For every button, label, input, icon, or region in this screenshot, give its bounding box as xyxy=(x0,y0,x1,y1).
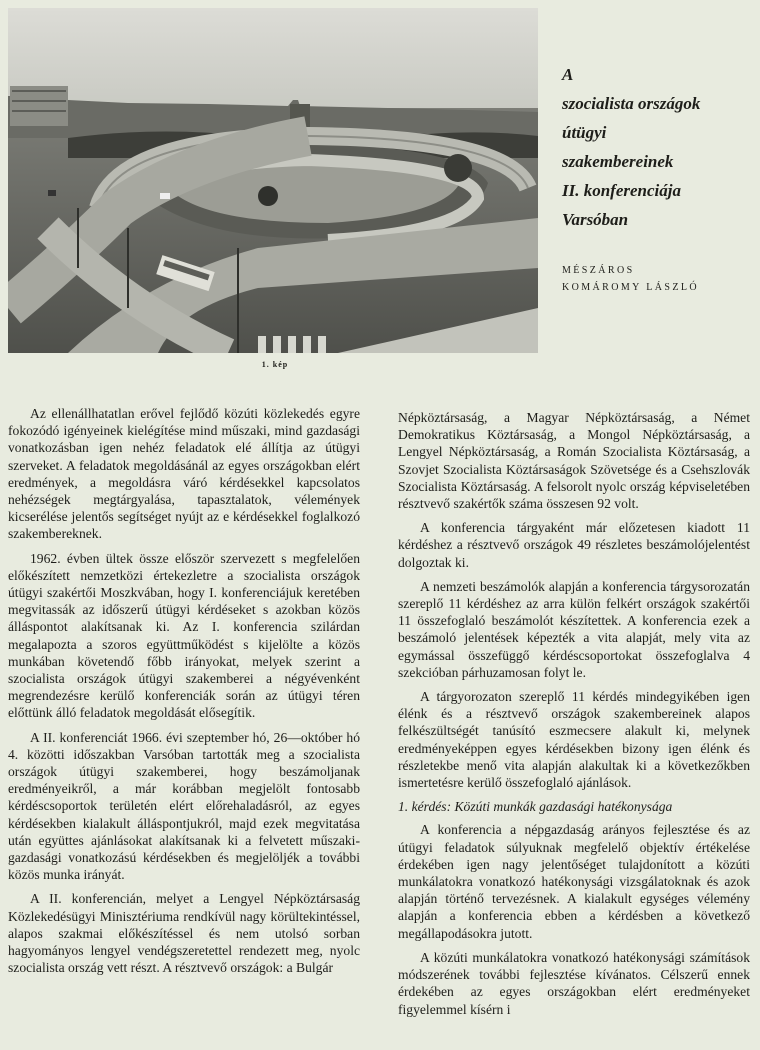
paragraph: A konferencia tárgyaként már előzetesen kiadott 11 kérdéshez a résztvevő országok 49 részletes beszámolójelentést dolgoztak ki. xyxy=(398,520,750,570)
text-column-right xyxy=(398,409,750,1025)
paragraph: A tárgyorozaton szereplő 11 kérdés mindegyikében igen élénk és a résztvevő országok szakembereinek alapos felkészültségét tanúsító eszmecsere alakult ki, melynek eredményeképpen egyes kérdésekben bizony igen élénk és részletekbe menő vita alapján alakultak ki a következőkben ismertetésre kerülő összefoglaló ajánlások. xyxy=(398,689,750,791)
title-line: Varsóban xyxy=(562,210,629,229)
title-line: útügyi xyxy=(562,123,607,142)
title-line: A xyxy=(562,65,574,84)
title-line: szakembereinek xyxy=(562,152,674,171)
photo-caption: 1. kép xyxy=(261,360,289,369)
authors xyxy=(562,262,752,296)
text-column-left xyxy=(8,405,360,984)
article-title xyxy=(562,60,752,234)
title-line: szocialista országok xyxy=(562,94,701,113)
paragraph: 1962. évben ültek össze először szervezett s megfelelően előkészített nemzetközi értekezletre a szocialista országok útügyi szakértői Moszkvában, hogy I. konferenciájuk keretében megvitassák az időszerű útügyi kérdéseket s azokban közös álláspontot alakítsanak ki. Az I. konferencia szilárdan megalapozta a szoros együttműködést s kijelölte a közös munkában követendő főbb irányokat, melyek szerint a szocialista országok útügyi szakemberei a négyévenként megrendezésre kerülő konferenciák során az útügyi téren előttünk álló feladatok megoldását elősegítik. xyxy=(8,550,360,721)
author-name: MÉSZÁROS xyxy=(562,265,635,276)
aerial-highway-interchange-photo xyxy=(8,8,538,353)
paragraph: A II. konferenciát 1966. évi szeptember hó, 26—október hó 4. közötti időszakban Varsóban tartották meg a szocialista országok útügyi szakemberei, hogy beszámoljanak eredményeikről, a már korábban megjelölt fontosabb kérdéscsoportok területén elért előrehaladásról, az egyes kérdésekben kialakult álláspontjukról, majd ezek megvitatása után együttes ajánlásokat alakítsanak ki a felvetett műszaki-gazdasági vonatkozású kérdésekben és megjelöljék a további közös munka irányát. xyxy=(8,729,360,883)
paragraph: A közúti munkálatokra vonatkozó hatékonysági számítások módszerének további fejlesztése kívánatos. Célszerű ennek érdekében az egyes országokban elért eredményeket figyelemmel kísérn i xyxy=(398,949,750,1017)
title-line: II. konferenciája xyxy=(562,181,681,200)
paragraph: A konferencia a népgazdaság arányos fejlesztése és az útügyi feladatok súlyuknak megfelelő objektív értékelése érdekében igen nagy jelentőséget tulajdonított a közúti munkálatokra vonatkozó hatékonysági vizsgálatoknak és azok alapján történő tervezésnek. A kialakult egységes vélemény alapján a konferencia ebben a kérdésben a következő megállapodásokra jutott. xyxy=(398,822,750,941)
author-name: KOMÁROMY LÁSZLÓ xyxy=(562,282,700,293)
paragraph: A II. konferencián, melyet a Lengyel Népköztársaság Közlekedésügyi Minisztériuma rendkívül nagy körültekintéssel, alapos szakmai előkészítéssel és nem utolsó sorban hagyományos lengyel vendégszeretettel rendezett meg, nyolc szocialista ország vett részt. A résztvevő országok: a Bulgár xyxy=(8,891,360,976)
paragraph: A nemzeti beszámolók alapján a konferencia tárgysorozatán szereplő 11 kérdéshez az arra külön felkért országok szakértői 11 összefoglaló beszámolót készítettek. A konferencia ezek a beszámoló jelentések képezték a vita alapját, mely vita az egymással összefüggő kérdéscsoportokat összefoglalva 4 szekcióban párhuzamosan folyt le. xyxy=(398,578,750,680)
section-heading: 1. kérdés: Közúti munkák gazdasági hatékonysága xyxy=(398,799,673,815)
paragraph-continuation: Népköztársaság, a Magyar Népköztársaság, a Német Demokratikus Köztársaság, a Mongol Népköztársaság, a Lengyel Népköztársaság, a Román Szocialista Köztársaság, a Szovjet Szocialista Köztársaságok Szövetsége és a Csehszlovák Szocialista Köztársaság. A felsorolt nyolc ország képviseletében résztvevő szakértők száma összesen 92 volt. xyxy=(398,410,750,512)
paragraph: Az ellenállhatatlan erővel fejlődő közúti közlekedés egyre fokozódó igényeinek kielégítése mind műszaki, mind gazdasági vonatkozásban igen nehéz feladatok elé állítja az útügyi szerveket. A feladatok megoldásánál az egyes országokban elért eredmények, a megoldásra váró kérdésekkel kapcsolatos nehézségek megtárgyalása, tapasztalatok, vélemények kicserélése jelentős segítséget nyújt az e kérdésekkel foglalkozó szakembereknek. xyxy=(8,406,360,542)
